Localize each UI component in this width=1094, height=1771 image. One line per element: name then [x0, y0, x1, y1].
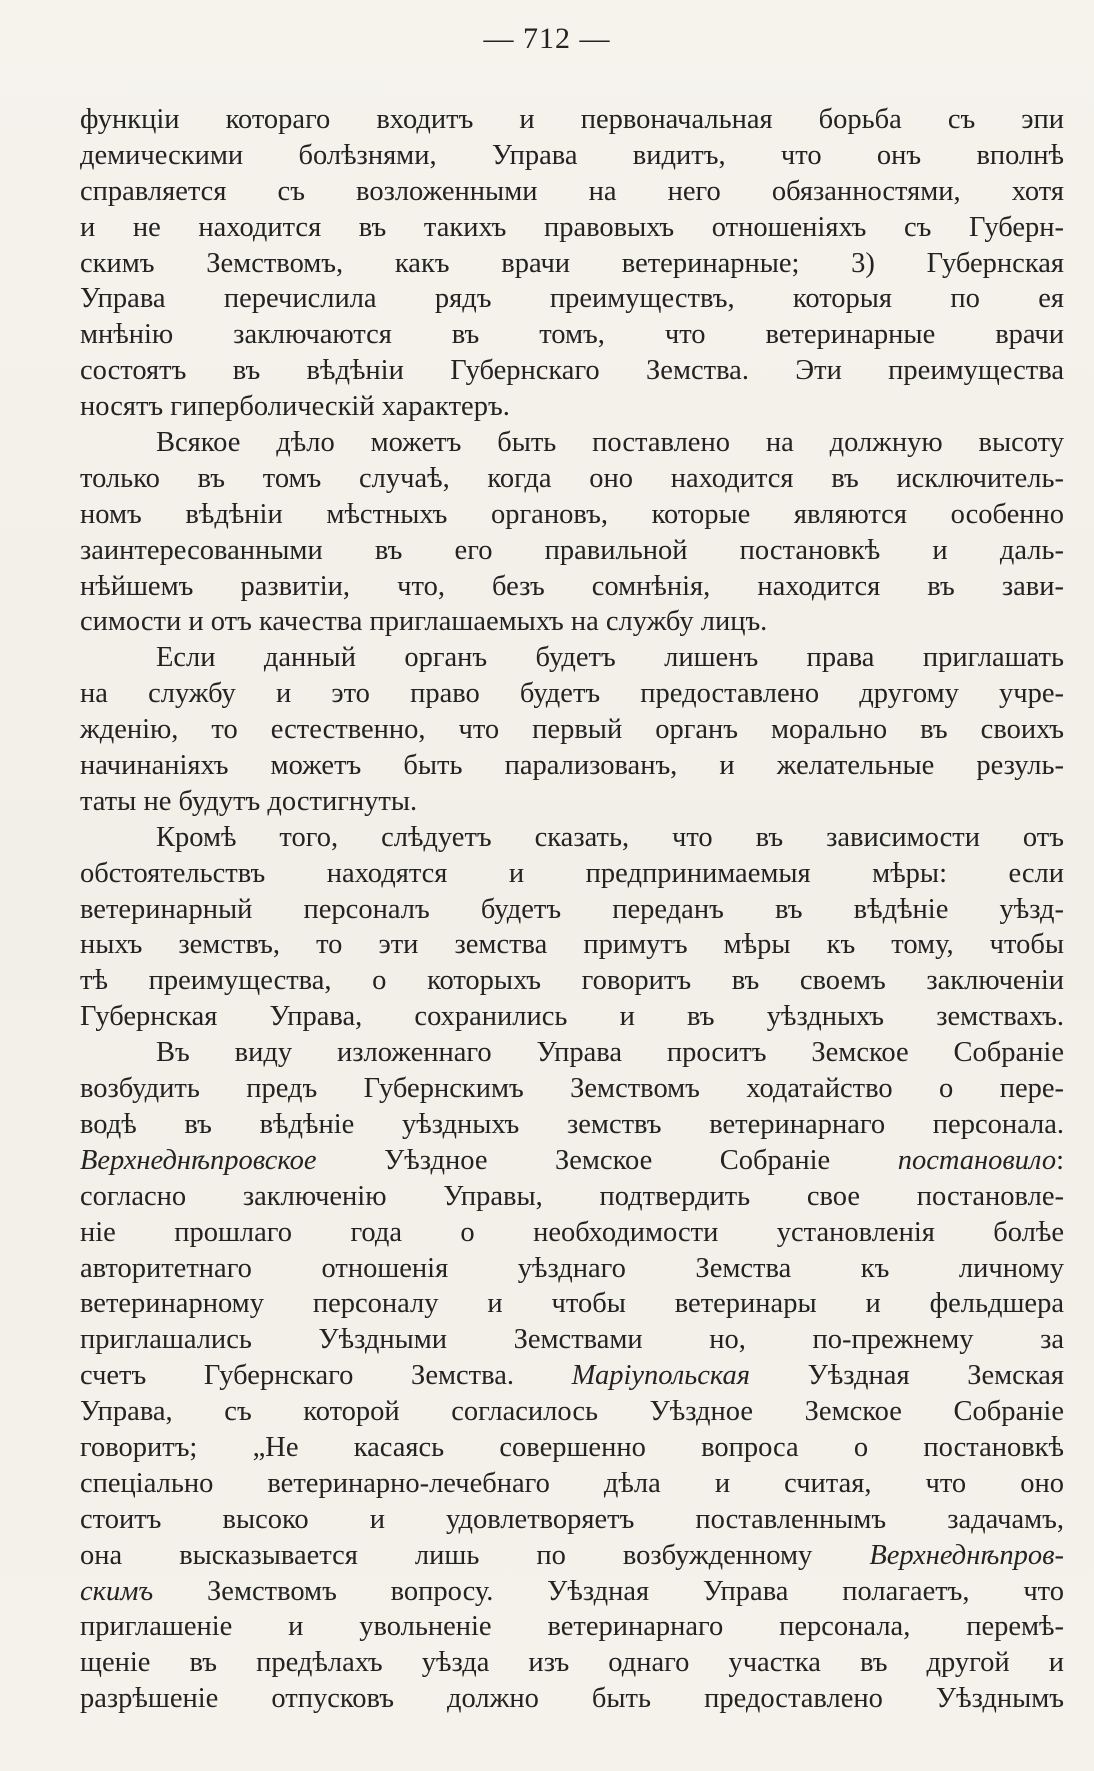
text-span: она высказывается лишь по возбужденному [80, 1539, 870, 1571]
text-line: демическими болѣзнями, Управа видитъ, что онъ вполнѣ [80, 139, 1064, 171]
text-line: справляется съ возложенными на него обязанностями, хотя [80, 175, 1064, 207]
text-line: только въ томъ случаѣ, когда оно находится въ исключитель- [80, 462, 1064, 494]
text-line [80, 1574, 1064, 1610]
text-line: Въ виду изложеннаго Управа проситъ Земское Собраніе [156, 1037, 1064, 1069]
text-line: номъ вѣдѣніи мѣстныхъ органовъ, которые являются особенно [80, 498, 1064, 530]
text-span: счетъ Губернскаго Земства. [80, 1360, 572, 1392]
italic-text: Маріупольская [571, 1360, 750, 1392]
text-line: на службу и это право будетъ предоставлено другому учре- [80, 678, 1064, 710]
text-line: обстоятельствъ находятся и предпринимаемыя мѣры: если [80, 857, 1064, 889]
text-line: ніе прошлаго года о необходимости установленія болѣе [80, 1216, 1064, 1248]
text-line: ветеринарный персоналъ будетъ переданъ въ вѣдѣніе уѣзд- [80, 893, 1064, 925]
text-line: ныхъ земствъ, то эти земства примутъ мѣры къ тому, чтобы [80, 929, 1064, 961]
italic-text: Верхнеднѣпровское [80, 1144, 317, 1176]
text-line [80, 1143, 1064, 1179]
text-line: разрѣшеніе отпусковъ должно быть предоставлено Уѣзднымъ [80, 1683, 1064, 1715]
text-line: авторитетнаго отношенія уѣзднаго Земства къ личному [80, 1252, 1064, 1284]
text-line: скимъ Земствомъ, какъ врачи ветеринарные; 3) Губернская [80, 247, 1064, 279]
body-text [80, 102, 1064, 1717]
text-line: Если данный органъ будетъ лишенъ права приглашать [156, 642, 1064, 674]
text-span: Уѣздное Земское Собраніе [316, 1144, 898, 1176]
text-span: : [1056, 1144, 1064, 1176]
text-line: симости и отъ качества приглашаемыхъ на службу лицъ. [80, 606, 768, 638]
italic-text: постановило [897, 1144, 1057, 1176]
text-line: щеніе въ предѣлахъ уѣзда изъ однаго участка въ другой и [80, 1647, 1064, 1679]
text-line: Всякое дѣло можетъ быть поставлено на должную высоту [156, 427, 1064, 459]
text-line: Кромѣ того, слѣдуетъ сказать, что въ зависимости отъ [156, 821, 1064, 853]
text-line: состоятъ въ вѣдѣніи Губернскаго Земства. Эти преимущества [80, 355, 1064, 387]
text-span: Земствомъ вопросу. Уѣздная Управа полагаетъ, что [153, 1575, 1064, 1607]
page-number: — 712 — [483, 22, 611, 55]
text-line: ветеринарному персоналу и чтобы ветеринары и фельдшера [80, 1288, 1064, 1320]
text-line: носятъ гиперболическій характеръ. [80, 391, 510, 423]
text-line: начинаніяхъ можетъ быть парализованъ, и желательные резуль- [80, 750, 1064, 782]
text-line: стоитъ высоко и удовлетворяетъ поставленнымъ задачамъ, [80, 1503, 1064, 1535]
text-line: функціи котораго входитъ и первоначальная борьба съ эпи [80, 104, 1064, 135]
text-line: жденію, то естественно, что первый органъ морально въ своихъ [80, 714, 1064, 746]
text-line: возбудить предъ Губернскимъ Земствомъ ходатайство о пере- [80, 1073, 1064, 1105]
text-line: спеціально ветеринарно-лечебнаго дѣла и считая, что оно [80, 1467, 1064, 1499]
text-line [80, 1538, 1064, 1574]
text-line: приглашались Уѣздными Земствами но, по-прежнему за [80, 1324, 1064, 1356]
text-line: нѣйшемъ развитіи, что, безъ сомнѣнія, находится въ зави- [80, 570, 1064, 602]
text-line: таты не будутъ достигнуты. [80, 785, 418, 817]
italic-text: Верхнеднѣпров- [869, 1539, 1064, 1571]
text-line: Губернская Управа, сохранились и въ уѣздныхъ земствахъ. [80, 1001, 1064, 1033]
text-line: приглашеніе и увольненіе ветеринарнаго персонала, перемѣ- [80, 1611, 1064, 1643]
text-line: тѣ преимущества, о которыхъ говоритъ въ своемъ заключеніи [80, 965, 1064, 997]
text-line: заинтересованными въ его правильной постановкѣ и даль- [80, 534, 1064, 566]
text-line: водѣ въ вѣдѣніе уѣздныхъ земствъ ветеринарнаго персонала. [80, 1108, 1064, 1140]
text-line [80, 1358, 1064, 1394]
text-line: мнѣнію заключаются въ томъ, что ветеринарные врачи [80, 319, 1064, 351]
text-line: говоритъ; „Не касаясь совершенно вопроса о постановкѣ [80, 1431, 1064, 1463]
italic-text: скимъ [80, 1575, 154, 1607]
text-line: и не находится въ такихъ правовыхъ отношеніяхъ съ Губерн- [80, 211, 1064, 243]
text-line: Управа перечислила рядъ преимуществъ, которыя по ея [80, 283, 1064, 315]
text-line: Управа, съ которой согласилось Уѣздное Земское Собраніе [80, 1396, 1064, 1428]
text-span: Уѣздная Земская [750, 1360, 1064, 1392]
text-line: согласно заключенію Управы, подтвердить свое постановле- [80, 1180, 1064, 1212]
